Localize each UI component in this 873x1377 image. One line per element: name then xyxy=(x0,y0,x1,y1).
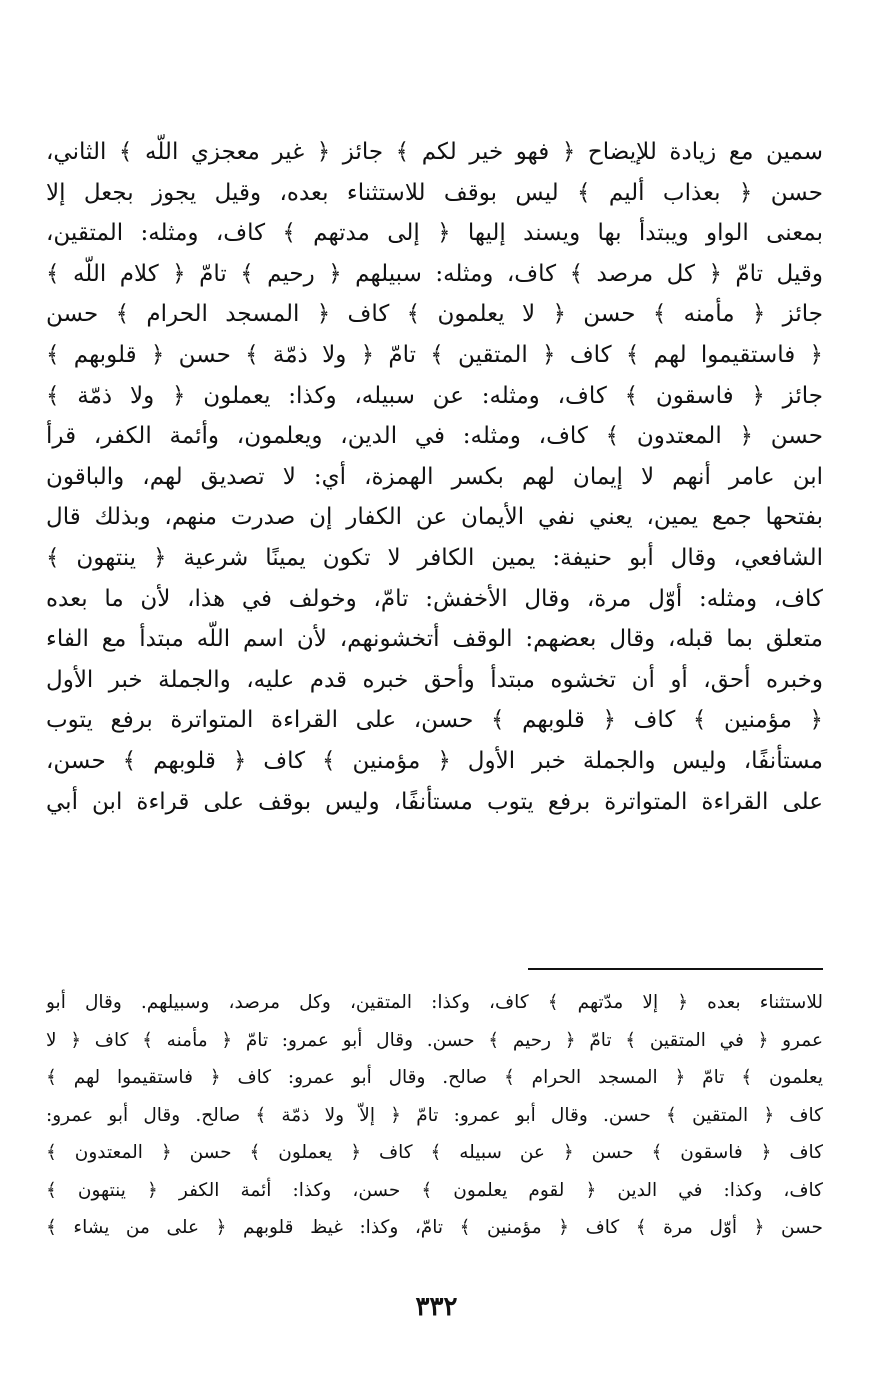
text-line: سمين مع زيادة للإيضاح ﴿ فهو خير لكم ﴾ جائز ﴿ غير معجزي اللّه ﴾ الثاني، xyxy=(46,139,823,165)
text-line: جائز ﴿ فاسقون ﴾ كاف، ومثله: عن سبيله، وكذا: يعملون ﴿ ولا ذمّة ﴾ xyxy=(46,382,823,409)
text-line: الشافعي، وقال أبو حنيفة: يمين الكافر لا تكون يمينًا شرعية ﴿ ينتهون ﴾ xyxy=(46,544,823,571)
footnote-line: يعلمون ﴾ تامّ ﴿ المسجد الحرام ﴾ صالح. وقال أبو عمرو: كاف ﴿ فاستقيموا لهم ﴾ xyxy=(46,1067,823,1088)
text-line: جائز ﴿ مأمنه ﴾ حسن ﴿ لا يعلمون ﴾ كاف ﴿ المسجد الحرام ﴾ حسن xyxy=(46,301,823,328)
text-line: وقيل تامّ ﴿ كل مرصد ﴾ كاف، ومثله: سبيلهم ﴿ رحيم ﴾ تامّ ﴿ كلام اللّه ﴾ xyxy=(46,260,823,287)
text-line: متعلق بما قبله، وقال بعضهم: الوقف أتخشونهم، لأن اسم اللّه مبتدأ مع الفاء xyxy=(46,626,823,653)
text-line: ابن عامر أنهم لا إيمان لهم بكسر الهمزة، أي: لا تصديق لهم، والباقون xyxy=(46,463,823,490)
footnotes xyxy=(46,984,823,1247)
footnote-line: كاف ﴿ فاسقون ﴾ حسن ﴿ عن سبيله ﴾ كاف ﴿ يعملون ﴾ حسن ﴿ المعتدون ﴾ xyxy=(46,1142,823,1163)
footnote-line: حسن ﴿ أوّل مرة ﴾ كاف ﴿ مؤمنين ﴾ تامّ، وكذا: غيظ قلوبهم ﴿ على من يشاء ﴾ xyxy=(46,1217,823,1238)
text-line: حسن ﴿ المعتدون ﴾ كاف، ومثله: في الدين، ويعلمون، وأئمة الكفر، قرأ xyxy=(46,423,823,450)
text-line: حسن ﴿ بعذاب أليم ﴾ ليس بوقف للاستثناء بعده، وقيل يجوز بجعل إلا xyxy=(46,179,823,206)
text-line: كاف، ومثله: أوّل مرة، وقال الأخفش: تامّ، وخولف في هذا، لأن ما بعده xyxy=(46,585,823,612)
text-line: بفتحها جمع يمين، يعني نفي الأيمان عن الكفار إن صدرت منهم، وبذلك قال xyxy=(46,504,823,531)
text-line: ﴿ مؤمنين ﴾ كاف ﴿ قلوبهم ﴾ حسن، على القراءة المتواترة برفع يتوب xyxy=(46,707,823,734)
text-line: مستأنفًا، وليس والجملة خبر الأول ﴿ مؤمنين ﴾ كاف ﴿ قلوبهم ﴾ حسن، xyxy=(46,747,823,774)
text-line: على القراءة المتواترة برفع يتوب مستأنفًا، وليس بوقف على قراءة ابن أبي xyxy=(46,788,823,815)
text-line: ﴿ فاستقيموا لهم ﴾ كاف ﴿ المتقين ﴾ تامّ ﴿ ولا ذمّة ﴾ حسن ﴿ قلوبهم ﴾ xyxy=(46,341,823,368)
text-line: وخبره أحق، أو أن تخشوه مبتدأ وأحق خبره قدم عليه، والجملة خبر الأول xyxy=(46,666,823,693)
page-number: ٣٣٢ xyxy=(415,1292,458,1322)
footnote-line: للاستثناء بعده ﴿ إلا مدّتهم ﴾ كاف، وكذا: المتقين، وكل مرصد، وسبيلهم. وقال أبو xyxy=(46,992,823,1013)
footnote-line: عمرو ﴿ في المتقين ﴾ تامّ ﴿ رحيم ﴾ حسن. وقال أبو عمرو: تامّ ﴿ مأمنه ﴾ كاف ﴿ لا xyxy=(46,1029,823,1051)
text-line: بمعنى الواو ويبتدأ بها ويسند إليها ﴿ إلى مدتهم ﴾ كاف، ومثله: المتقين، xyxy=(46,220,823,247)
footnote-line: كاف، وكذا: في الدين ﴿ لقوم يعلمون ﴾ حسن، وكذا: أئمة الكفر ﴿ ينتهون ﴾ xyxy=(46,1179,823,1201)
footnote-separator xyxy=(528,968,823,970)
main-text xyxy=(46,132,823,822)
footnote-line: كاف ﴿ المتقين ﴾ حسن. وقال أبو عمرو: تامّ ﴿ إلاّ ولا ذمّة ﴾ صالح. وقال أبو عمرو: xyxy=(46,1104,823,1126)
